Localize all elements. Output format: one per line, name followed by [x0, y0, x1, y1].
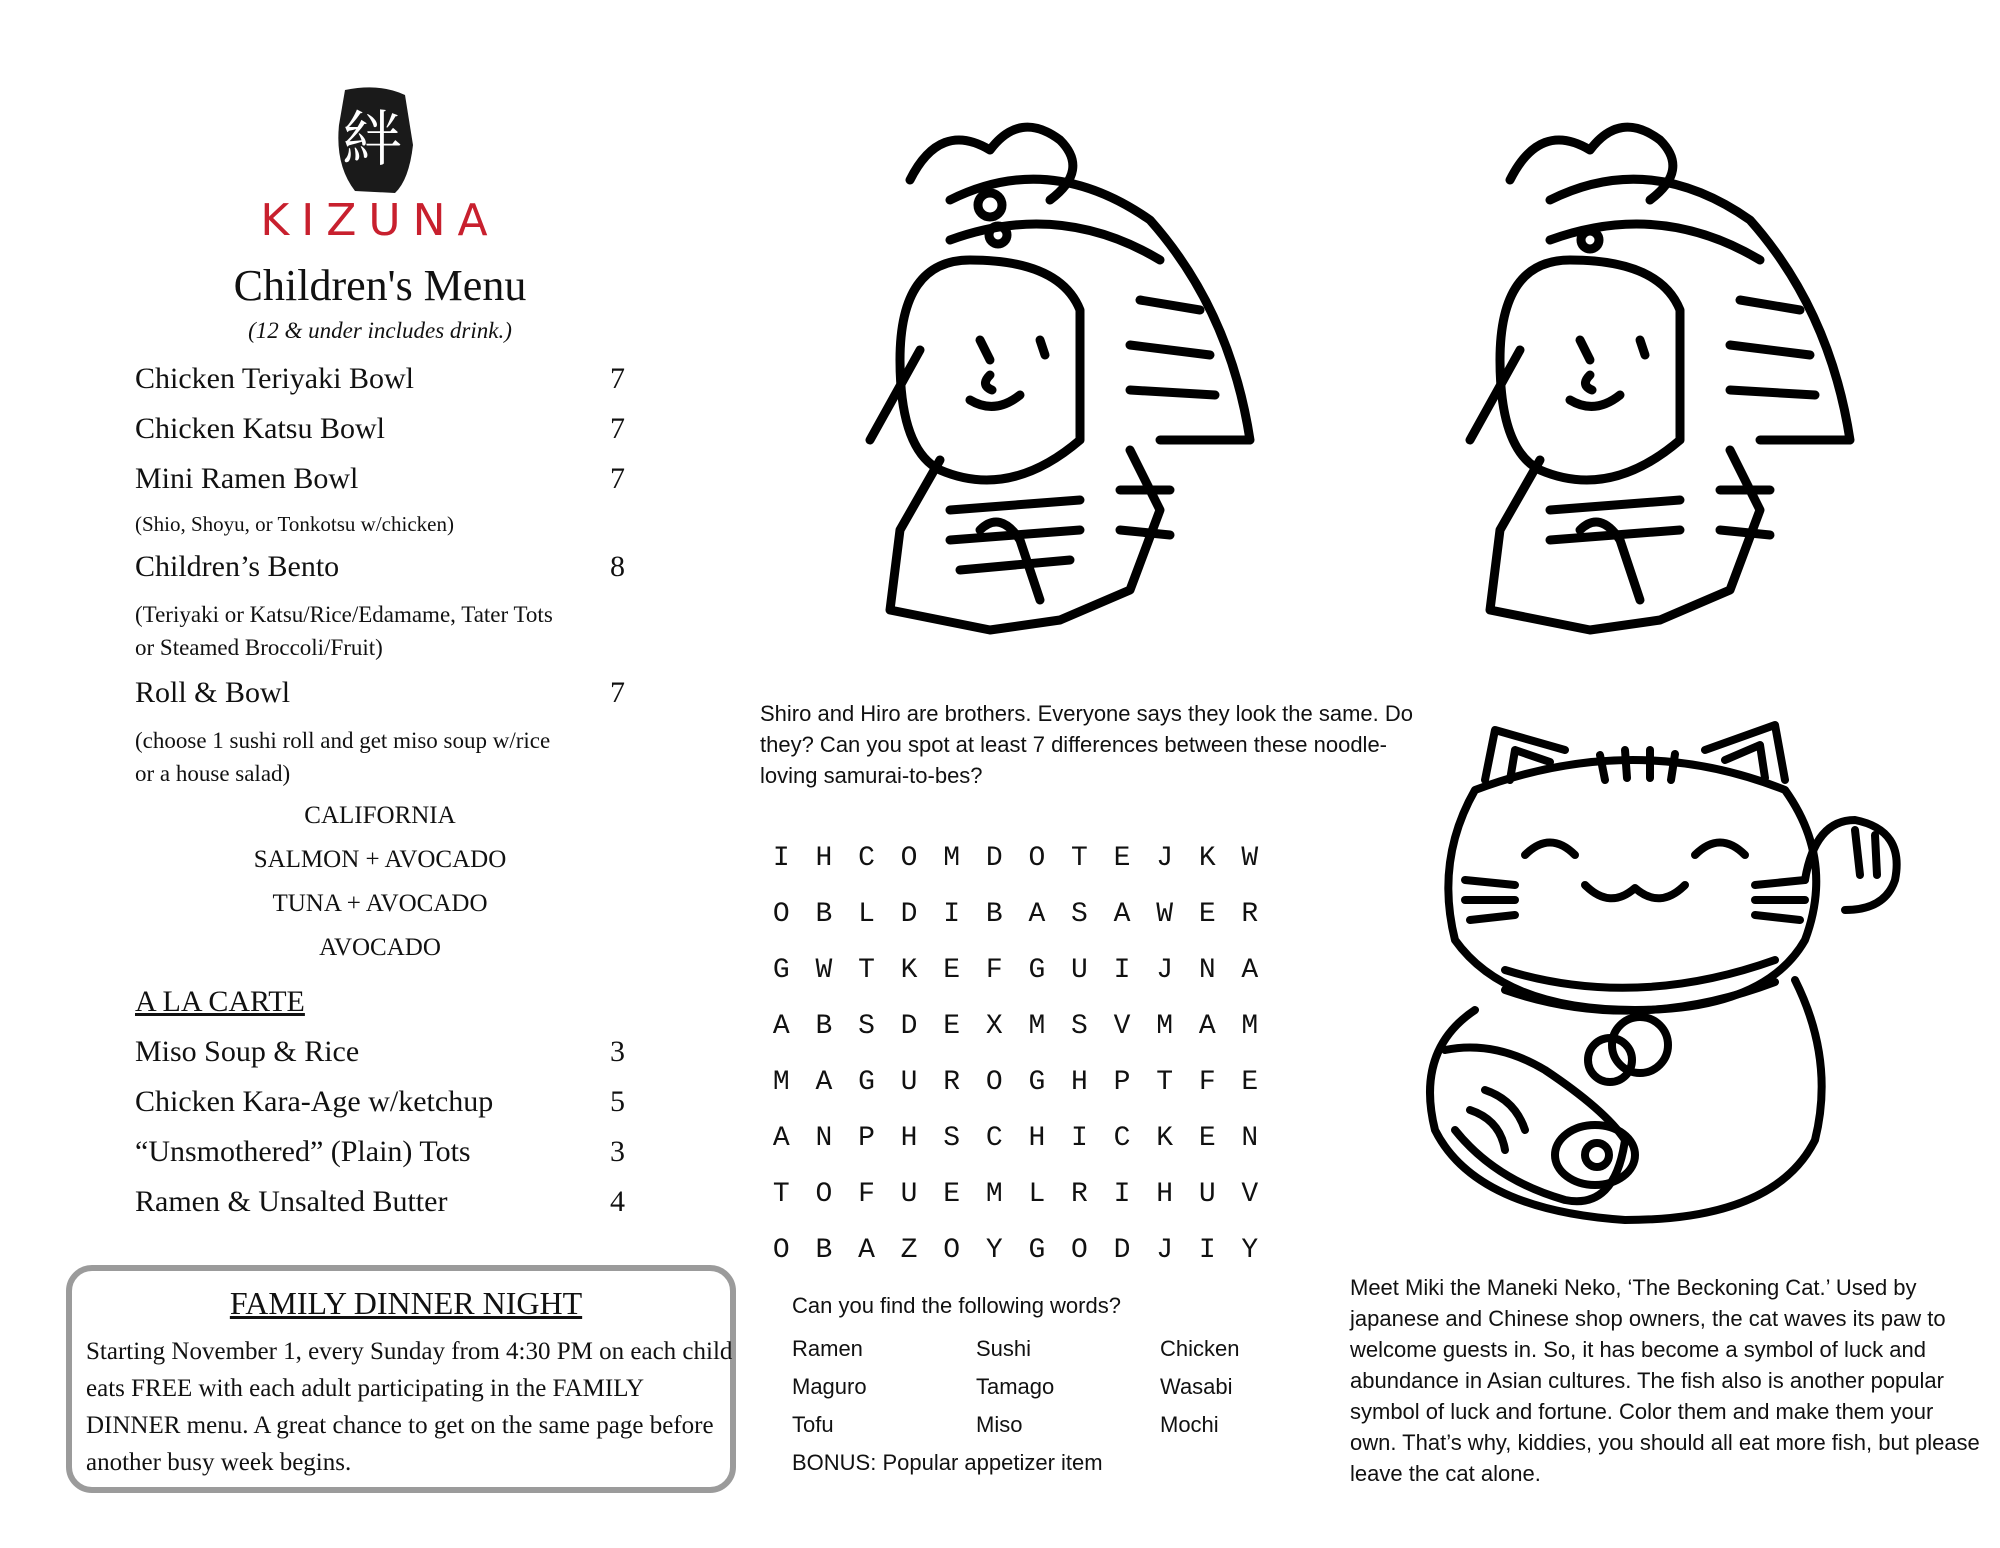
item-name: Ramen & Unsalted Butter: [135, 1185, 448, 1218]
word-search-letter: I: [772, 842, 790, 874]
word-search-letter: W: [1156, 898, 1174, 930]
word-search-letter: Y: [1241, 1234, 1259, 1266]
menu-item: [135, 550, 625, 584]
word-search-letter: B: [815, 1010, 833, 1042]
word-search-letter: O: [815, 1178, 833, 1210]
word-search-letter: G: [1028, 954, 1046, 986]
word-list-title: Can you find the following words?: [792, 1293, 1121, 1318]
menu-item: [135, 1185, 625, 1219]
word-search-letter: X: [985, 1010, 1003, 1042]
word-list-item: Maguro: [792, 1374, 867, 1399]
word-search-row: [760, 998, 1271, 1054]
word-search-letter: O: [1028, 842, 1046, 874]
word-search-letter: O: [985, 1066, 1003, 1098]
maneki-neko-cat-illustration: [1375, 710, 1935, 1240]
item-note-line: (Teriyaki or Katsu/Rice/Edamame, Tater Tots: [135, 602, 553, 627]
item-name: Children’s Bento: [135, 550, 340, 583]
word-search-row: [760, 830, 1271, 886]
item-price: 7: [610, 412, 625, 445]
word-search-letter: R: [1241, 898, 1259, 930]
word-search-letter: E: [1113, 842, 1131, 874]
word-search-letter: M: [943, 842, 961, 874]
kizuna-logo-mark: [325, 85, 420, 195]
word-search-grid: [760, 830, 1271, 1278]
word-search-letter: J: [1156, 954, 1174, 986]
word-search-row: [760, 942, 1271, 998]
word-search-letter: A: [1198, 1010, 1216, 1042]
word-search-row: [760, 1222, 1271, 1278]
word-search-letter: P: [858, 1122, 875, 1154]
logo-glyph: 絆: [342, 105, 402, 175]
word-search-letter: A: [772, 1122, 790, 1154]
word-search-letter: V: [1241, 1178, 1259, 1210]
word-search-letter: K: [1198, 842, 1216, 874]
word-search-letter: F: [858, 1178, 875, 1210]
word-search-letter: W: [1241, 842, 1259, 874]
word-search-letter: M: [985, 1178, 1003, 1210]
word-search-letter: O: [900, 842, 918, 874]
word-search-letter: I: [1113, 954, 1131, 986]
word-list-item: Sushi: [976, 1336, 1032, 1361]
word-search-letter: O: [772, 1234, 790, 1266]
word-search-letter: P: [1113, 1066, 1131, 1098]
word-search-letter: M: [1241, 1010, 1259, 1042]
word-search-letter: J: [1156, 1234, 1174, 1266]
word-search-letter: B: [985, 898, 1003, 930]
item-price: 5: [610, 1085, 625, 1118]
a-la-carte-heading: A LA CARTE: [135, 985, 305, 1018]
word-search-letter: F: [1198, 1066, 1216, 1098]
word-search-letter: A: [1028, 898, 1046, 930]
item-note-line: (choose 1 sushi roll and get miso soup w/rice: [135, 728, 551, 753]
roll-option: AVOCADO: [319, 934, 441, 961]
word-search-letter: K: [900, 954, 918, 986]
samurai-shiro-illustration: [830, 110, 1310, 670]
word-search-letter: R: [1071, 1178, 1088, 1210]
word-search-letter: H: [815, 842, 833, 874]
word-list-item: Mochi: [1160, 1412, 1219, 1437]
word-search-letter: H: [1071, 1066, 1088, 1098]
word-search-letter: H: [900, 1122, 918, 1154]
word-search-letter: E: [1198, 1122, 1216, 1154]
word-search-letter: M: [772, 1066, 790, 1098]
menu-subtitle: (12 & under includes drink.): [248, 318, 512, 343]
item-price: 4: [610, 1185, 625, 1218]
word-search-letter: S: [1071, 898, 1088, 930]
word-search-letter: O: [943, 1234, 961, 1266]
word-search-letter: A: [772, 1010, 790, 1042]
word-search-letter: M: [1028, 1010, 1046, 1042]
word-search-row: [760, 1166, 1271, 1222]
word-search-letter: W: [815, 954, 833, 986]
menu-title: Children's Menu: [233, 261, 527, 310]
item-note: [135, 724, 635, 790]
word-search-letter: C: [858, 842, 875, 874]
bonus-hint: BONUS: Popular appetizer item: [792, 1450, 1103, 1475]
word-search-letter: I: [1113, 1178, 1131, 1210]
roll-option: TUNA + AVOCADO: [272, 890, 488, 917]
word-search-letter: B: [815, 1234, 833, 1266]
word-search-letter: L: [858, 898, 875, 930]
word-search-letter: S: [943, 1122, 961, 1154]
word-search-letter: L: [1028, 1178, 1046, 1210]
word-search-letter: U: [1198, 1178, 1216, 1210]
menu-item: [135, 362, 625, 396]
word-list-item: Tamago: [976, 1374, 1055, 1399]
item-price: 7: [610, 462, 625, 495]
word-search-letter: N: [1198, 954, 1216, 986]
item-name: Chicken Kara-Age w/ketchup: [135, 1085, 494, 1118]
menu-item: [135, 1035, 625, 1069]
menu-item: [135, 1135, 625, 1169]
menu-item: [135, 676, 625, 710]
word-search-letter: H: [1156, 1178, 1174, 1210]
cat-caption: Meet Miki the Maneki Neko, ‘The Beckoning Cat.’ Used by japanese and Chinese shop owners, the cat waves its paw to welcome guests in. So, it has become a symbol of luck and abundance in Asian cultures. The fish also is another popular symbol of luck and fortune. Color them and make them your own. That’s why, kiddies, you should all eat more fish, but please leave the cat alone.: [1350, 1275, 1980, 1486]
word-search-letter: H: [1028, 1122, 1046, 1154]
word-search-letter: F: [985, 954, 1003, 986]
item-name: Mini Ramen Bowl: [135, 462, 359, 495]
word-search-letter: E: [943, 1010, 961, 1042]
word-search-letter: C: [1113, 1122, 1131, 1154]
item-name: Chicken Teriyaki Bowl: [135, 362, 414, 395]
word-search-letter: D: [900, 1010, 918, 1042]
word-search-letter: A: [815, 1066, 833, 1098]
item-price: 8: [610, 550, 625, 583]
word-list-item: Ramen: [792, 1336, 863, 1361]
word-search-letter: E: [1198, 898, 1216, 930]
item-name: Chicken Katsu Bowl: [135, 412, 385, 445]
item-note: (Shio, Shoyu, or Tonkotsu w/chicken): [135, 512, 454, 536]
item-name: “Unsmothered” (Plain) Tots: [135, 1135, 471, 1168]
word-search-letter: R: [943, 1066, 961, 1098]
word-search-letter: E: [1241, 1066, 1259, 1098]
brand-name: KIZUNA: [260, 195, 500, 246]
word-search-letter: A: [858, 1234, 875, 1266]
item-price: 3: [610, 1035, 625, 1068]
word-list-item: Chicken: [1160, 1336, 1240, 1361]
menu-item: [135, 1085, 625, 1119]
word-search-letter: E: [943, 954, 961, 986]
word-list-item: Wasabi: [1160, 1374, 1233, 1399]
word-search-letter: N: [1241, 1122, 1259, 1154]
word-search-letter: G: [772, 954, 790, 986]
word-search-letter: I: [1198, 1234, 1216, 1266]
word-search-letter: T: [1156, 1066, 1174, 1098]
word-search-row: [760, 886, 1271, 942]
word-search-letter: T: [858, 954, 875, 986]
word-search-letter: G: [858, 1066, 875, 1098]
word-list-item: Miso: [976, 1412, 1023, 1437]
word-search-row: [760, 1110, 1271, 1166]
word-search-letter: C: [985, 1122, 1003, 1154]
menu-item: [135, 412, 625, 446]
item-price: 7: [610, 676, 625, 709]
item-name: Miso Soup & Rice: [135, 1035, 360, 1068]
word-search-letter: D: [900, 898, 918, 930]
item-note: [135, 598, 635, 664]
word-search-letter: E: [943, 1178, 961, 1210]
word-search-letter: J: [1156, 842, 1174, 874]
word-search-letter: T: [772, 1178, 790, 1210]
family-night-title: FAMILY DINNER NIGHT: [229, 1285, 583, 1321]
word-search-letter: G: [1028, 1066, 1046, 1098]
word-search-letter: U: [900, 1066, 918, 1098]
word-search-letter: O: [772, 898, 790, 930]
item-note-line: or a house salad): [135, 761, 291, 786]
word-search-letter: S: [858, 1010, 875, 1042]
item-name: Roll & Bowl: [135, 676, 291, 709]
family-night-body: Starting November 1, every Sunday from 4:30 PM on each child eats FREE with each adult participating in the FAMILY DINNER menu. A great chance to get on the same page before another busy week begins.: [86, 1338, 733, 1476]
word-search-letter: D: [1113, 1234, 1131, 1266]
word-search-letter: N: [815, 1122, 833, 1154]
word-search-letter: U: [1071, 954, 1088, 986]
word-search-letter: D: [985, 842, 1003, 874]
item-price: 3: [610, 1135, 625, 1168]
word-search-letter: S: [1071, 1010, 1088, 1042]
word-search-letter: Y: [985, 1234, 1003, 1266]
word-search-letter: O: [1071, 1234, 1088, 1266]
menu-item: [135, 462, 625, 496]
samurai-caption: Shiro and Hiro are brothers. Everyone says they look the same. Do they? Can you spot at least 7 differences between these noodle-loving samurai-to-bes?: [760, 701, 1413, 788]
word-search-letter: V: [1113, 1010, 1131, 1042]
word-search-letter: B: [815, 898, 833, 930]
word-search-letter: K: [1156, 1122, 1174, 1154]
word-search-letter: T: [1071, 842, 1088, 874]
word-search-letter: M: [1156, 1010, 1174, 1042]
word-list-item: Tofu: [792, 1412, 834, 1437]
item-note-line: or Steamed Broccoli/Fruit): [135, 635, 383, 660]
word-search-row: [760, 1054, 1271, 1110]
word-search-letter: A: [1113, 898, 1131, 930]
word-search-letter: Z: [900, 1234, 918, 1266]
word-search-letter: A: [1241, 954, 1259, 986]
item-price: 7: [610, 362, 625, 395]
roll-option: CALIFORNIA: [304, 802, 456, 829]
word-search-letter: G: [1028, 1234, 1046, 1266]
word-search-letter: I: [943, 898, 961, 930]
roll-option: SALMON + AVOCADO: [253, 846, 507, 873]
samurai-hiro-illustration: [1430, 110, 1910, 670]
word-search-letter: U: [900, 1178, 918, 1210]
word-search-letter: I: [1071, 1122, 1088, 1154]
